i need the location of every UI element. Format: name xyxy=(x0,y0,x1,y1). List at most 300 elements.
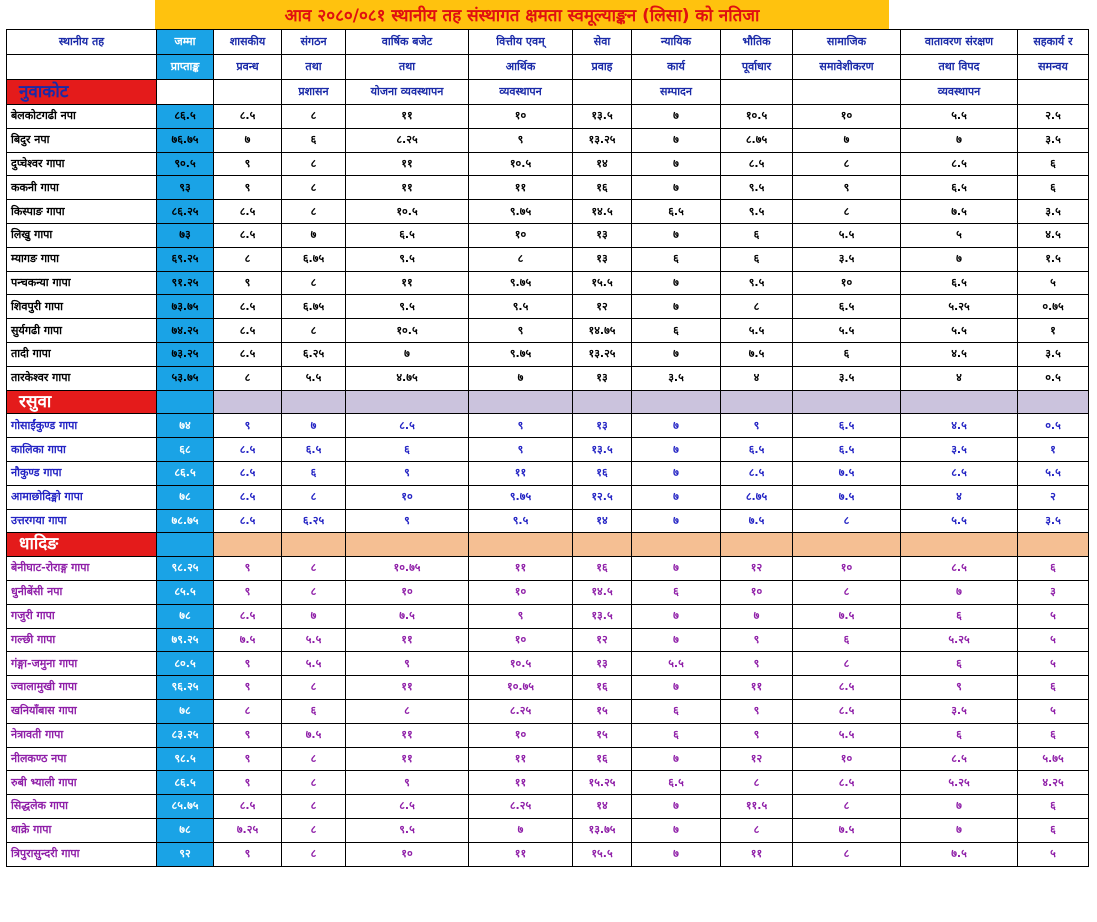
table-row xyxy=(7,271,1089,295)
score-cell: ७.५ xyxy=(793,604,901,628)
score-cell: ७ xyxy=(632,342,721,366)
score-cell: ७ xyxy=(632,176,721,200)
score-cell: ७.५ xyxy=(282,723,346,747)
score-cell: ७ xyxy=(632,818,721,842)
section-fill-cell xyxy=(469,390,573,414)
score-cell: ११ xyxy=(346,676,469,700)
score-cell: १५.५ xyxy=(573,842,632,866)
score-cell: ५.५ xyxy=(901,509,1018,533)
score-cell: ८ xyxy=(793,580,901,604)
score-cell: ८ xyxy=(282,842,346,866)
score-cell: ९.५ xyxy=(346,295,469,319)
score-cell: १३ xyxy=(573,414,632,438)
score-cell: ७ xyxy=(901,580,1018,604)
table-row xyxy=(7,438,1089,462)
section-fill-cell xyxy=(793,390,901,414)
local-level-name: म्यागङ गापा xyxy=(7,247,157,271)
score-cell: १६ xyxy=(573,676,632,700)
total-score: ५३.७५ xyxy=(157,366,214,390)
score-cell: ६ xyxy=(632,699,721,723)
local-level-name: धुनीबेंसी नपा xyxy=(7,580,157,604)
header-cell: समन्वय xyxy=(1018,55,1089,80)
score-cell: ९ xyxy=(214,271,282,295)
total-score: ८५.५ xyxy=(157,580,214,604)
score-cell: ५.५ xyxy=(901,105,1018,129)
score-cell: ९ xyxy=(469,414,573,438)
score-cell: ६.५ xyxy=(346,223,469,247)
district-label: नुवाकोट xyxy=(7,80,157,105)
table-row xyxy=(7,295,1089,319)
section-fill-cell xyxy=(346,390,469,414)
score-cell: ८.५ xyxy=(214,604,282,628)
local-level-name: बिदुर नपा xyxy=(7,128,157,152)
header-cell xyxy=(7,55,157,80)
score-cell: ८.७५ xyxy=(721,485,793,509)
total-score: ७९.२५ xyxy=(157,628,214,652)
local-level-name: नीलकण्ठ नपा xyxy=(7,747,157,771)
score-cell: १४.५ xyxy=(573,580,632,604)
score-cell: ७ xyxy=(632,414,721,438)
score-cell: ९ xyxy=(214,580,282,604)
table-row xyxy=(7,105,1089,129)
local-level-name: त्रिपुरासुन्दरी गापा xyxy=(7,842,157,866)
score-cell: ७ xyxy=(632,676,721,700)
score-cell: ७ xyxy=(469,366,573,390)
local-level-name: ककनी गापा xyxy=(7,176,157,200)
score-cell: ७ xyxy=(282,604,346,628)
score-cell: ७.५ xyxy=(901,200,1018,224)
local-level-name: तादी गापा xyxy=(7,342,157,366)
score-cell: ९ xyxy=(469,128,573,152)
score-cell: ७ xyxy=(901,247,1018,271)
score-cell: २ xyxy=(1018,485,1089,509)
header-cell: व्यवस्थापन xyxy=(469,80,573,105)
header-cell: संगठन xyxy=(282,30,346,55)
score-cell: ९ xyxy=(901,676,1018,700)
total-score: ७८.७५ xyxy=(157,509,214,533)
table-row xyxy=(7,580,1089,604)
score-cell: ८.५ xyxy=(214,438,282,462)
score-cell: ६.५ xyxy=(793,438,901,462)
score-cell: ८ xyxy=(282,200,346,224)
score-cell: १५.५ xyxy=(573,271,632,295)
table-row xyxy=(7,200,1089,224)
score-cell: ८ xyxy=(214,247,282,271)
total-score: ७४.२५ xyxy=(157,319,214,343)
score-cell: ८.५ xyxy=(793,676,901,700)
score-cell: १०.५ xyxy=(469,152,573,176)
score-cell: ११ xyxy=(346,628,469,652)
score-cell: ९ xyxy=(214,842,282,866)
score-cell: ८.५ xyxy=(214,795,282,819)
table-row xyxy=(7,509,1089,533)
section-fill-cell xyxy=(721,390,793,414)
score-cell: ८ xyxy=(282,485,346,509)
score-cell: १३ xyxy=(573,223,632,247)
score-cell: ११ xyxy=(346,723,469,747)
header-cell: सम्पादन xyxy=(632,80,721,105)
score-cell: ६ xyxy=(346,438,469,462)
score-cell: ६.५ xyxy=(632,200,721,224)
section-fill-cell xyxy=(346,533,469,557)
score-cell: १२ xyxy=(573,628,632,652)
score-cell: १३.७५ xyxy=(573,818,632,842)
section-fill-cell xyxy=(469,533,573,557)
total-score: ६८ xyxy=(157,438,214,462)
score-cell: ८.५ xyxy=(721,461,793,485)
score-cell: ८ xyxy=(793,842,901,866)
score-cell: १०.५ xyxy=(721,105,793,129)
table-row xyxy=(7,747,1089,771)
score-cell: ९.५ xyxy=(346,247,469,271)
score-cell: १० xyxy=(721,580,793,604)
score-cell: ५.५ xyxy=(721,319,793,343)
local-level-name: नौकुण्ड गापा xyxy=(7,461,157,485)
score-cell: ९ xyxy=(469,319,573,343)
score-cell: ९.७५ xyxy=(469,485,573,509)
score-cell: ११ xyxy=(469,747,573,771)
total-score: ७८ xyxy=(157,485,214,509)
score-cell: ८.५ xyxy=(901,747,1018,771)
table-row xyxy=(7,152,1089,176)
score-cell: ७ xyxy=(901,818,1018,842)
score-cell: ७ xyxy=(469,818,573,842)
score-cell: १३ xyxy=(573,652,632,676)
header-cell: समावेशीकरण xyxy=(793,55,901,80)
score-cell: ६.७५ xyxy=(282,295,346,319)
header-cell: तथा विपद xyxy=(901,55,1018,80)
score-cell: ६.५ xyxy=(901,271,1018,295)
score-cell: १.५ xyxy=(1018,247,1089,271)
score-cell: ८ xyxy=(282,105,346,129)
score-cell: ११ xyxy=(346,271,469,295)
score-cell: ६ xyxy=(282,461,346,485)
score-cell: ९ xyxy=(469,438,573,462)
score-cell: ६.५ xyxy=(632,771,721,795)
total-score: ८३.२५ xyxy=(157,723,214,747)
score-cell: ८ xyxy=(721,771,793,795)
score-cell: ८.५ xyxy=(214,105,282,129)
score-cell: ५ xyxy=(901,223,1018,247)
score-cell: ९ xyxy=(214,152,282,176)
score-cell: ६ xyxy=(721,223,793,247)
total-score: ९८.२५ xyxy=(157,557,214,581)
table-row xyxy=(7,557,1089,581)
score-cell: ६ xyxy=(282,128,346,152)
score-cell: ११.५ xyxy=(721,795,793,819)
report-title: आव २०८०/०८१ स्थानीय तह संस्थागत क्षमता स्वमूल्याङ्कन (लिसा) को नतिजा xyxy=(155,0,889,29)
score-cell: ८ xyxy=(793,509,901,533)
section-fill-cell xyxy=(573,533,632,557)
score-cell: ५.५ xyxy=(793,223,901,247)
total-score: ८६.५ xyxy=(157,771,214,795)
table-row xyxy=(7,342,1089,366)
header-row xyxy=(7,55,1089,80)
score-cell: १३ xyxy=(573,247,632,271)
score-cell: ५ xyxy=(1018,628,1089,652)
header-cell: सहकार्य र xyxy=(1018,30,1089,55)
score-cell: ११ xyxy=(346,747,469,771)
score-cell: ५.५ xyxy=(282,366,346,390)
score-cell: ७.५ xyxy=(793,461,901,485)
score-cell: १० xyxy=(346,842,469,866)
score-cell: ५.५ xyxy=(793,723,901,747)
score-cell: ११ xyxy=(721,842,793,866)
score-cell: ६ xyxy=(632,247,721,271)
score-cell: १६ xyxy=(573,557,632,581)
header-cell: सामाजिक xyxy=(793,30,901,55)
total-score: ८५.७५ xyxy=(157,795,214,819)
score-cell: ९ xyxy=(346,771,469,795)
score-cell: ९ xyxy=(346,461,469,485)
score-cell: १०.५ xyxy=(346,319,469,343)
score-cell: ०.५ xyxy=(1018,414,1089,438)
local-level-name: गंङ्गा-जमुना गापा xyxy=(7,652,157,676)
score-cell: ६ xyxy=(1018,557,1089,581)
score-cell: ९ xyxy=(721,652,793,676)
score-cell: ६ xyxy=(1018,152,1089,176)
section-fill-cell xyxy=(901,390,1018,414)
total-score: ८०.५ xyxy=(157,652,214,676)
score-cell: ८ xyxy=(282,818,346,842)
score-cell: ४.५ xyxy=(901,342,1018,366)
score-cell: ७ xyxy=(632,557,721,581)
score-cell: ९ xyxy=(214,747,282,771)
score-cell: ७ xyxy=(632,438,721,462)
header-cell: प्राप्ताङ्क xyxy=(157,55,214,80)
header-cell xyxy=(214,80,282,105)
score-cell: ६ xyxy=(1018,676,1089,700)
score-cell: ६ xyxy=(721,247,793,271)
score-cell: ७ xyxy=(214,128,282,152)
score-cell: १२.५ xyxy=(573,485,632,509)
score-cell: १३.५ xyxy=(573,105,632,129)
table-row xyxy=(7,771,1089,795)
district-label: धादिङ xyxy=(7,533,157,557)
score-cell: ८ xyxy=(282,795,346,819)
score-cell: ९.५ xyxy=(469,509,573,533)
score-cell: ८.५ xyxy=(346,414,469,438)
score-cell: ६ xyxy=(901,604,1018,628)
score-cell: ७.५ xyxy=(721,342,793,366)
score-cell: ८.५ xyxy=(214,342,282,366)
score-cell: ११ xyxy=(469,176,573,200)
total-cell xyxy=(157,533,214,557)
score-cell: ११ xyxy=(346,105,469,129)
total-score: ७४ xyxy=(157,414,214,438)
total-score: ७८ xyxy=(157,604,214,628)
score-cell: ६ xyxy=(632,319,721,343)
score-cell: ८.५ xyxy=(214,319,282,343)
score-cell: १३.२५ xyxy=(573,128,632,152)
score-cell: ८ xyxy=(346,699,469,723)
score-cell: ५ xyxy=(1018,699,1089,723)
header-cell xyxy=(793,80,901,105)
score-cell: ९ xyxy=(469,604,573,628)
table-row xyxy=(7,795,1089,819)
score-cell: ९ xyxy=(346,509,469,533)
total-score: ९८.५ xyxy=(157,747,214,771)
score-cell: १४.७५ xyxy=(573,319,632,343)
score-cell: ९.५ xyxy=(346,818,469,842)
score-cell: ६ xyxy=(901,652,1018,676)
score-cell: ६.५ xyxy=(793,295,901,319)
local-level-name: गजुरी गापा xyxy=(7,604,157,628)
score-cell: ०.७५ xyxy=(1018,295,1089,319)
score-cell: १३.५ xyxy=(573,438,632,462)
score-cell: ७ xyxy=(632,604,721,628)
score-cell: १२ xyxy=(573,295,632,319)
header-cell: पूर्वाधार xyxy=(721,55,793,80)
district-row xyxy=(7,390,1089,414)
score-cell: ६.२५ xyxy=(282,342,346,366)
header-cell: वित्तीय एवम् xyxy=(469,30,573,55)
score-cell: ६ xyxy=(1018,795,1089,819)
header-cell xyxy=(1018,80,1089,105)
header-cell: आर्थिक xyxy=(469,55,573,80)
table-row xyxy=(7,128,1089,152)
score-cell: ८.५ xyxy=(721,152,793,176)
score-cell: १० xyxy=(346,580,469,604)
total-score: ७३.७५ xyxy=(157,295,214,319)
score-cell: ८ xyxy=(793,652,901,676)
score-cell: १४ xyxy=(573,152,632,176)
header-cell: प्रवन्ध xyxy=(214,55,282,80)
score-cell: ६ xyxy=(632,723,721,747)
score-cell: ८ xyxy=(721,818,793,842)
header-cell: जम्मा xyxy=(157,30,214,55)
score-cell: ६ xyxy=(282,699,346,723)
score-cell: ६ xyxy=(1018,176,1089,200)
local-level-name: बेलकोटगढी नपा xyxy=(7,105,157,129)
score-cell: ९ xyxy=(214,676,282,700)
score-cell: ७ xyxy=(632,295,721,319)
local-level-name: सिद्धलेक गापा xyxy=(7,795,157,819)
score-cell: १०.७५ xyxy=(346,557,469,581)
score-cell: ७.५ xyxy=(214,628,282,652)
score-cell: १० xyxy=(793,747,901,771)
local-level-name: कालिका गापा xyxy=(7,438,157,462)
score-cell: ८.५ xyxy=(793,699,901,723)
score-cell: ६.२५ xyxy=(282,509,346,533)
score-cell: ५.५ xyxy=(632,652,721,676)
score-cell: ११ xyxy=(346,152,469,176)
score-cell: १४.५ xyxy=(573,200,632,224)
score-cell: ४.२५ xyxy=(1018,771,1089,795)
score-cell: ६.५ xyxy=(282,438,346,462)
score-cell: ८ xyxy=(793,200,901,224)
score-cell: ९.७५ xyxy=(469,200,573,224)
score-cell: ९ xyxy=(214,414,282,438)
section-fill-cell xyxy=(214,533,282,557)
header-cell: शासकीय xyxy=(214,30,282,55)
total-score: ७६.७५ xyxy=(157,128,214,152)
total-score: ७८ xyxy=(157,699,214,723)
table-row xyxy=(7,319,1089,343)
score-cell: ५.५ xyxy=(793,319,901,343)
score-cell: ११ xyxy=(721,676,793,700)
section-fill-cell xyxy=(632,390,721,414)
header-cell: तथा xyxy=(282,55,346,80)
total-score: ७८ xyxy=(157,818,214,842)
score-cell: ७ xyxy=(901,795,1018,819)
score-cell: १३.५ xyxy=(573,604,632,628)
score-cell: ८ xyxy=(282,271,346,295)
local-level-name: शिवपुरी गापा xyxy=(7,295,157,319)
score-cell: ११ xyxy=(469,557,573,581)
score-cell: ८.५ xyxy=(793,771,901,795)
section-fill-cell xyxy=(214,390,282,414)
total-score: ९३ xyxy=(157,176,214,200)
table-row xyxy=(7,699,1089,723)
score-cell: १०.५ xyxy=(469,652,573,676)
score-cell: ३.५ xyxy=(632,366,721,390)
total-score: ७३.२५ xyxy=(157,342,214,366)
score-cell: ८.५ xyxy=(214,485,282,509)
score-cell: ८ xyxy=(793,152,901,176)
local-level-name: लिखु गापा xyxy=(7,223,157,247)
score-cell: ३.५ xyxy=(1018,128,1089,152)
score-cell: ८ xyxy=(282,176,346,200)
score-cell: ७ xyxy=(346,342,469,366)
score-cell: ०.५ xyxy=(1018,366,1089,390)
score-cell: ६ xyxy=(901,723,1018,747)
score-cell: १० xyxy=(469,580,573,604)
score-cell: १० xyxy=(346,485,469,509)
score-cell: १० xyxy=(793,557,901,581)
header-cell: कार्य xyxy=(632,55,721,80)
local-level-name: गोसाईंकुण्ड गापा xyxy=(7,414,157,438)
score-cell: ९.७५ xyxy=(469,342,573,366)
header-cell: न्यायिक xyxy=(632,30,721,55)
score-cell: ८.२५ xyxy=(469,795,573,819)
header-cell xyxy=(721,80,793,105)
score-cell: ७ xyxy=(282,223,346,247)
score-cell: ९.५ xyxy=(721,176,793,200)
score-cell: १० xyxy=(469,105,573,129)
score-cell: ३.५ xyxy=(793,247,901,271)
score-cell: १०.५ xyxy=(346,200,469,224)
score-cell: ११ xyxy=(469,461,573,485)
score-cell: ५.५ xyxy=(1018,461,1089,485)
score-cell: ७.५ xyxy=(793,818,901,842)
header-cell: भौतिक xyxy=(721,30,793,55)
score-cell: ७ xyxy=(793,128,901,152)
score-cell: १२ xyxy=(721,557,793,581)
table-row xyxy=(7,461,1089,485)
score-cell: ५.५ xyxy=(901,319,1018,343)
score-cell: ७ xyxy=(632,747,721,771)
score-cell: ८.७५ xyxy=(721,128,793,152)
local-level-name: रुबी भ्याली गापा xyxy=(7,771,157,795)
district-label: रसुवा xyxy=(7,390,157,414)
section-fill-cell xyxy=(282,533,346,557)
score-cell: ८.५ xyxy=(214,509,282,533)
score-cell: ७ xyxy=(632,223,721,247)
local-level-name: तारकेश्वर गापा xyxy=(7,366,157,390)
score-cell: ९ xyxy=(346,652,469,676)
header-row xyxy=(7,30,1089,55)
score-cell: ५ xyxy=(1018,652,1089,676)
score-cell: ५ xyxy=(1018,604,1089,628)
score-cell: ७.२५ xyxy=(214,818,282,842)
score-cell: ८.५ xyxy=(214,223,282,247)
local-level-name: बेनीघाट-रोराङ्ग गापा xyxy=(7,557,157,581)
score-cell: ८ xyxy=(214,366,282,390)
score-cell: ३.५ xyxy=(793,366,901,390)
table-row xyxy=(7,723,1089,747)
score-cell: ७ xyxy=(632,461,721,485)
